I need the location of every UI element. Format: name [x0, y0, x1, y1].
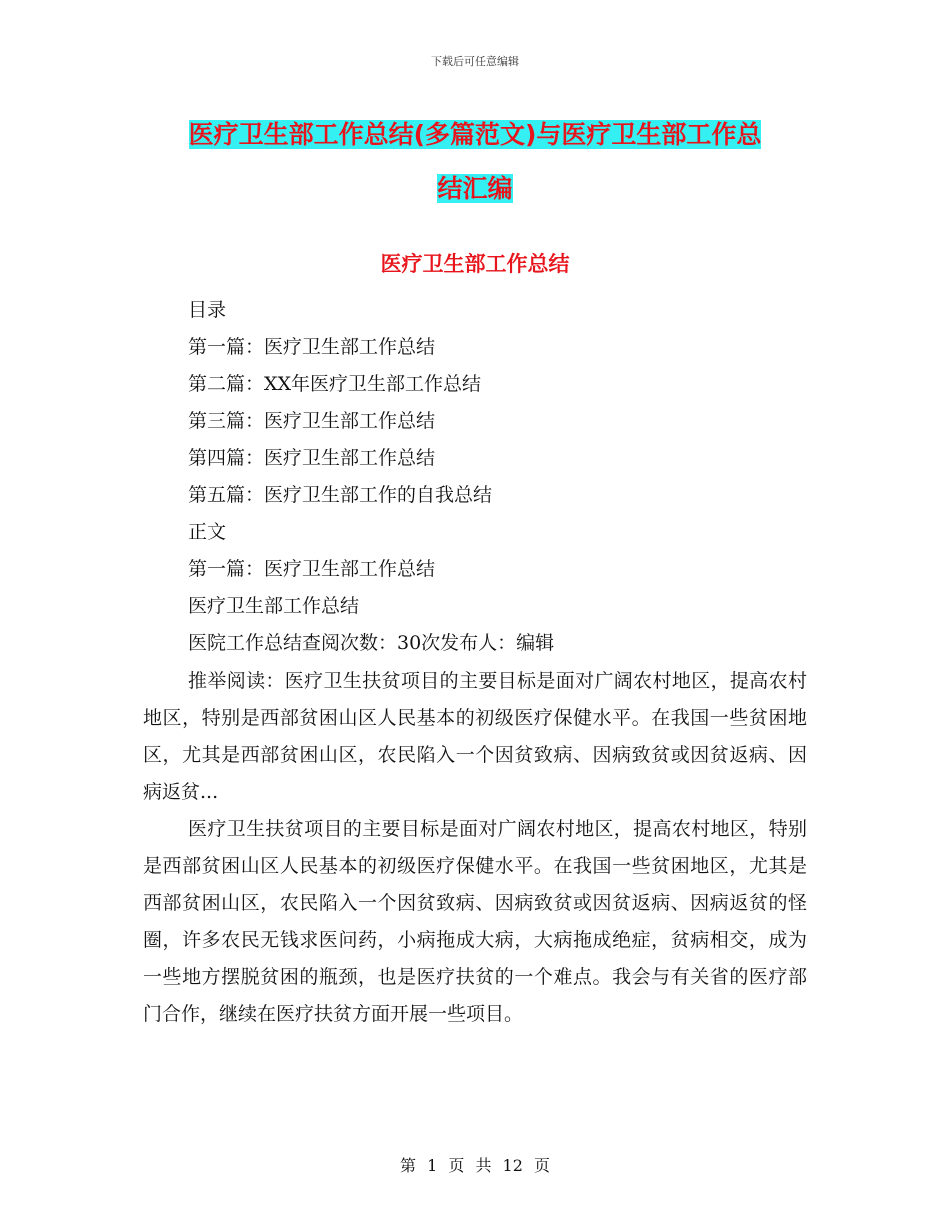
toc-line: 第四篇：医疗卫生部工作总结	[188, 447, 436, 469]
section-heading: 医疗卫生部工作总结	[380, 252, 570, 276]
toc-line: 医疗卫生部工作总结	[188, 595, 360, 617]
toc-line: 第一篇：医疗卫生部工作总结	[188, 558, 436, 580]
title-line-2: 结汇编	[437, 174, 513, 203]
body-paragraph: 医疗卫生扶贫项目的主要目标是面对广阔农村地区，提高农村地区，特别是西部贫困山区人民基本的初级医疗保健水平。在我国一些贫困地区，尤其是西部贫困山区，农民陷入一个因贫致病、因病致贫或因贫返病、因病返贫的怪圈，许多农民无钱求医问药，小病拖成大病，大病拖成绝症，贫病相交，成为一些地方摆脱贫困的瓶颈，也是医疗扶贫的一个难点。我会与有关省的医疗部门合作，继续在医疗扶贫方面开展一些项目。	[143, 818, 807, 1025]
toc-line: 目录	[188, 299, 227, 321]
body-paragraph: 推举阅读：医疗卫生扶贫项目的主要目标是面对广阔农村地区，提高农村地区，特别是西部贫困山区人民基本的初级医疗保健水平。在我国一些贫困地区，尤其是西部贫困山区，农民陷入一个因贫致病、因病致贫或因贫返病、因病返贫...	[143, 670, 807, 803]
toc-line: 正文	[188, 521, 227, 543]
title-line-1: 医疗卫生部工作总结(多篇范文)与医疗卫生部工作总	[188, 120, 762, 149]
page-header-note: 下载后可任意编辑	[431, 55, 519, 68]
toc-line: 第一篇：医疗卫生部工作总结	[188, 336, 436, 358]
toc-line: 第五篇：医疗卫生部工作的自我总结	[188, 484, 493, 506]
toc-line: 医院工作总结查阅次数：30次发布人：编辑	[188, 632, 555, 654]
toc-line: 第二篇：XX年医疗卫生部工作总结	[188, 373, 482, 395]
document-title	[0, 108, 950, 216]
table-of-contents	[188, 292, 828, 662]
page-footer: 第 1 页 共 12 页	[400, 1156, 550, 1175]
toc-line: 第三篇：医疗卫生部工作总结	[188, 410, 436, 432]
